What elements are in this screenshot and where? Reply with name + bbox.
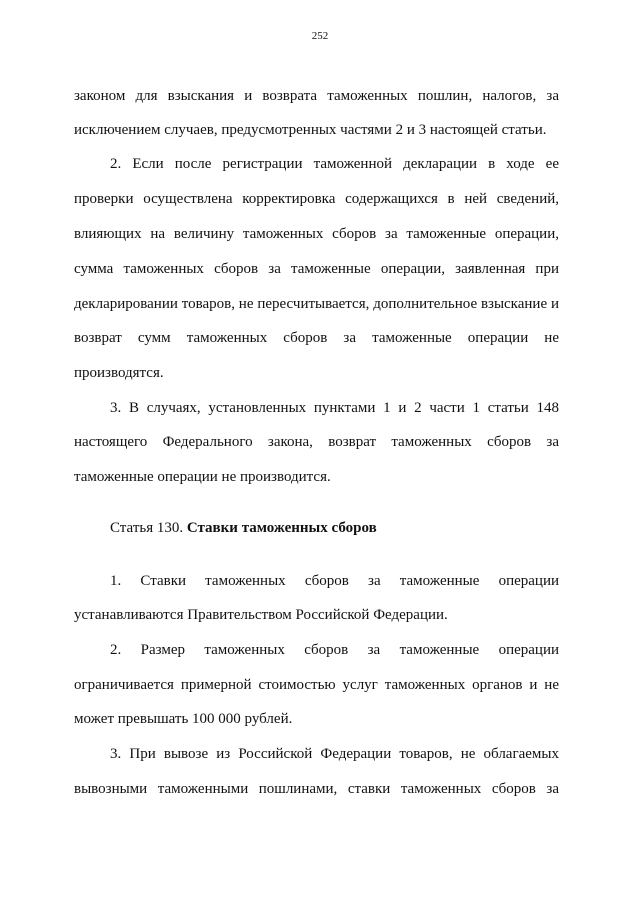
text-line: производятся.	[74, 365, 164, 381]
text-line: декларировании товаров, не пересчитывается, дополнительное взыскание и	[74, 296, 559, 312]
text-line: 3. При вывозе из Российской Федерации товаров, не облагаемых	[110, 746, 559, 762]
article-heading	[110, 518, 559, 538]
text-line: вывозными таможенными пошлинами, ставки таможенных сборов за	[74, 781, 559, 797]
text-line: 2. Размер таможенных сборов за таможенные операции	[110, 642, 559, 658]
text-line: ограничивается примерной стоимостью услуг таможенных органов и не	[74, 677, 559, 693]
text-line: влияющих на величину таможенных сборов за таможенные операции,	[74, 226, 559, 242]
text-line: законом для взыскания и возврата таможенных пошлин, налогов, за	[74, 88, 559, 104]
text-line: настоящего Федерального закона, возврат таможенных сборов за	[74, 434, 559, 450]
text-line: может превышать 100 000 рублей.	[74, 711, 293, 727]
article-heading-title: Ставки таможенных сборов	[186, 520, 377, 536]
article-heading-prefix: Статья 130.	[110, 520, 187, 536]
text-line: 2. Если после регистрации таможенной декларации в ходе ее	[110, 156, 559, 172]
text-line: 1. Ставки таможенных сборов за таможенные операции	[110, 573, 559, 589]
text-line: таможенные операции не производится.	[74, 469, 331, 485]
text-line: 3. В случаях, установленных пунктами 1 и 2 части 1 статьи 148	[110, 400, 559, 416]
text-line: возврат сумм таможенных сборов за таможенные операции не	[74, 330, 559, 346]
text-line: проверки осуществлена корректировка содержащихся в ней сведений,	[74, 191, 559, 207]
page-number: 252	[311, 30, 329, 42]
text-line: исключением случаев, предусмотренных частями 2 и 3 настоящей статьи.	[74, 122, 547, 138]
text-line: устанавливаются Правительством Российской Федерации.	[74, 607, 448, 623]
text-line: сумма таможенных сборов за таможенные операции, заявленная при	[74, 261, 559, 277]
